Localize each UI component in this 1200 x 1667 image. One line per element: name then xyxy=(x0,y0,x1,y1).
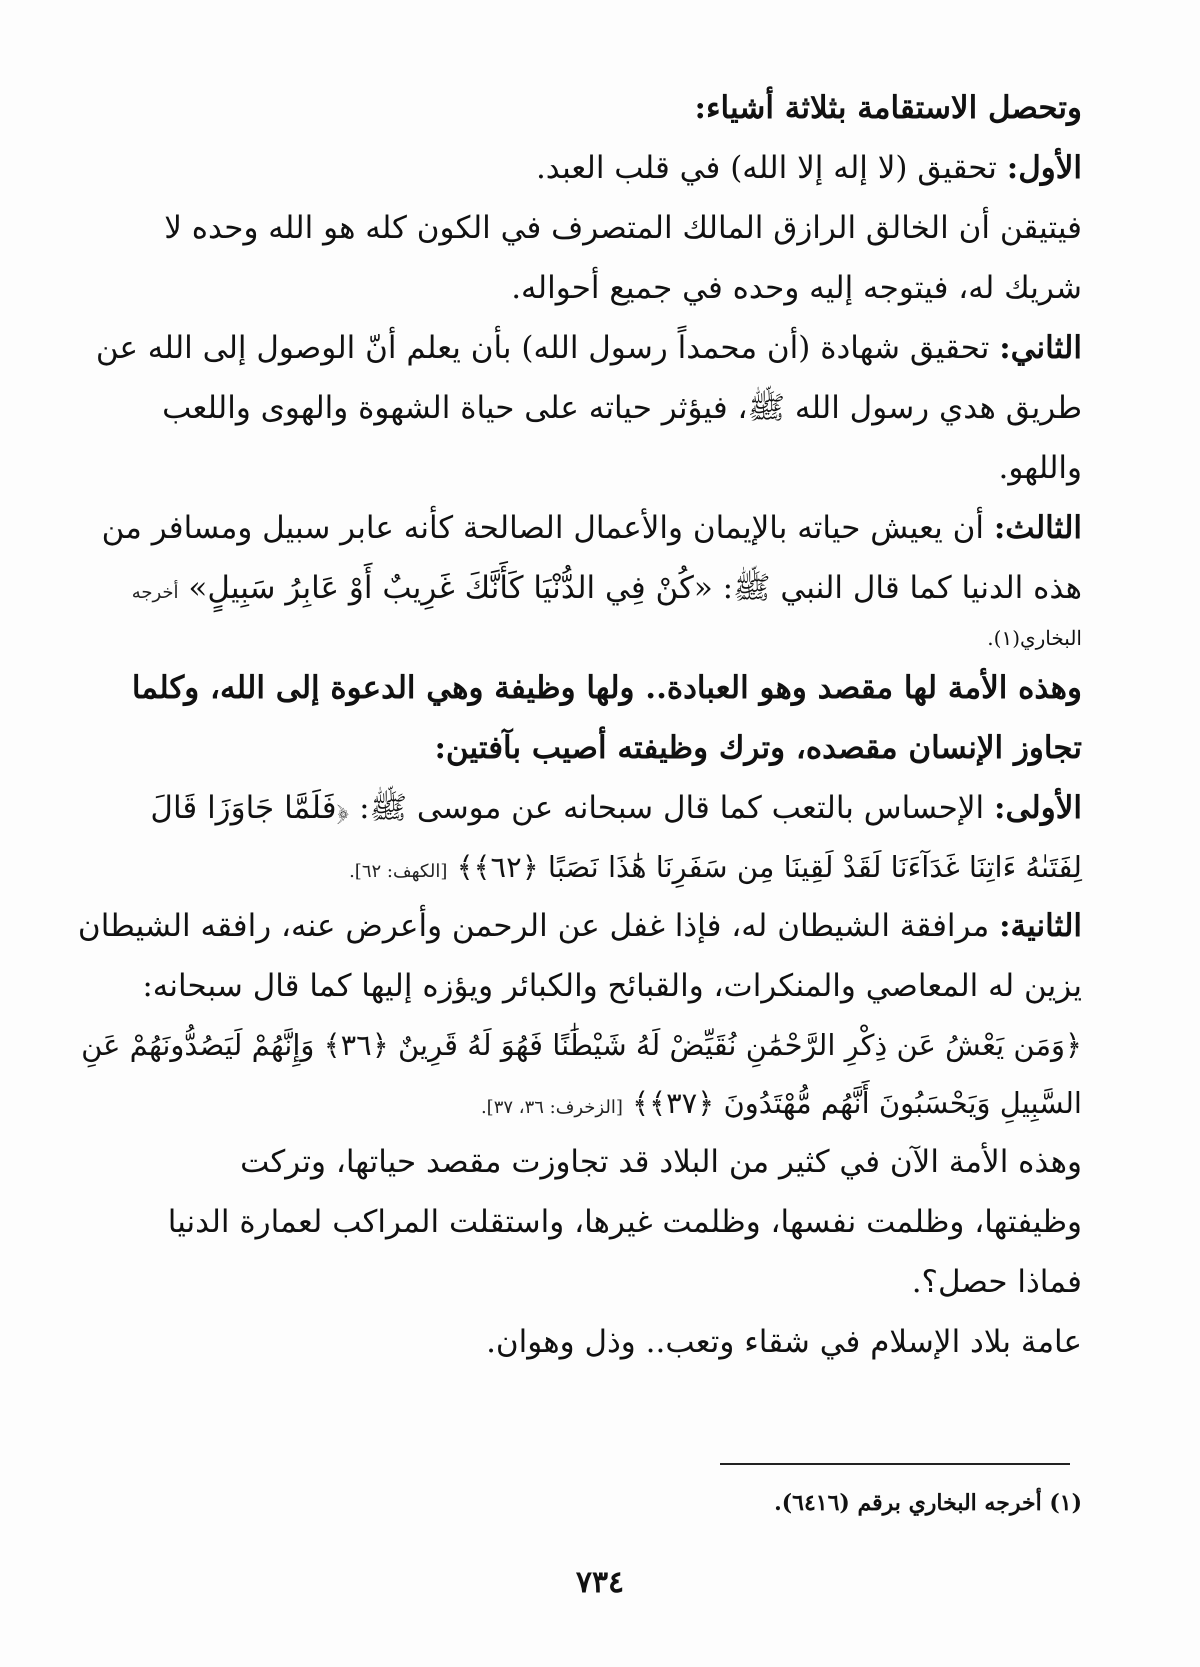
text-line-2: الأول: تحقيق (لا إله إلا الله) في قلب العبد. xyxy=(535,150,1082,186)
quran-line-3: السَّبِيلِ وَيَحْسَبُونَ أَنَّهُم مُّهْتَدُونَ ﴿٣٧﴾﴾ [الزخرف: ٣٦، ٣٧]. xyxy=(480,1086,1082,1120)
main-text xyxy=(77,78,1082,1372)
footnote-divider xyxy=(720,1463,1070,1465)
footnote: (١) أخرجه البخاري برقم (٦٤١٦). xyxy=(774,1490,1082,1516)
text-line-6: طريق هدي رسول الله ﷺ، فيؤثر حياته على حياة الشهوة والهوى واللعب xyxy=(162,390,1082,426)
text-line-21: فماذا حصل؟. xyxy=(911,1264,1082,1300)
text-line-19: وهذه الأمة الآن في كثير من البلاد قد تجاوزت مقصد حياتها، وتركت xyxy=(240,1144,1082,1180)
text-line-16: يزين له المعاصي والمنكرات، والقبائح والكبائر ويؤزه إليها كما قال سبحانه: xyxy=(142,968,1082,1004)
text-line-12: تجاوز الإنسان مقصده، وترك وظيفته أصيب بآفتين: xyxy=(434,730,1082,766)
text-line-1: وتحصل الاستقامة بثلاثة أشياء: xyxy=(694,90,1082,126)
text-line-4: شريك له، فيتوجه إليه وحده في جميع أحواله. xyxy=(511,270,1082,306)
text-line-3: فيتيقن أن الخالق الرازق المالك المتصرف في الكون كله هو الله وحده لا xyxy=(164,210,1082,246)
text-line-20: وظيفتها، وظلمت نفسها، وظلمت غيرها، واستقلت المراكب لعمارة الدنيا xyxy=(167,1204,1082,1240)
quran-line-2: ﴿وَمَن يَعْشُ عَن ذِكْرِ الرَّحْمَٰنِ نُقَيِّضْ لَهُ شَيْطَٰنًا فَهُوَ لَهُ قَرِينٌ ﴿٣٦﴾ وَإِنَّهُمْ لَيَصُدُّونَهُمْ عَنِ xyxy=(81,1028,1082,1062)
text-line-15: الثانية: مرافقة الشيطان له، فإذا غفل عن الرحمن وأعرض عنه، رافقه الشيطان xyxy=(77,908,1082,944)
quran-line-1: لِفَتَىٰهُ ءَاتِنَا غَدَآءَنَا لَقَدْ لَقِينَا مِن سَفَرِنَا هَٰذَا نَصَبًا ﴿٦٢﴾﴾ [الكهف: ٦٢]. xyxy=(349,850,1082,884)
text-line-8: الثالث: أن يعيش حياته بالإيمان والأعمال الصالحة كأنه عابر سبيل ومسافر من xyxy=(101,510,1082,546)
text-line-11: وهذه الأمة لها مقصد وهو العبادة.. ولها وظيفة وهي الدعوة إلى الله، وكلما xyxy=(131,670,1082,706)
text-line-7: واللهو. xyxy=(998,450,1082,486)
text-line-22: عامة بلاد الإسلام في شقاء وتعب.. وذل وهوان. xyxy=(486,1324,1082,1360)
text-line-5: الثاني: تحقيق شهادة (أن محمداً رسول الله) بأن يعلم أنّ الوصول إلى الله عن xyxy=(95,330,1082,366)
page-number: ٧٣٤ xyxy=(575,1565,625,1600)
text-line-10: البخاري(١). xyxy=(987,626,1082,650)
text-line-13: الأولى: الإحساس بالتعب كما قال سبحانه عن موسى ﷺ: ﴿فَلَمَّا جَاوَزَا قَالَ xyxy=(150,790,1082,826)
text-line-9: هذه الدنيا كما قال النبي ﷺ: «كُنْ فِي الدُّنْيَا كَأَنَّكَ غَرِيبٌ أَوْ عَابِرُ سَبِيلٍ» أخرجه xyxy=(131,570,1082,606)
